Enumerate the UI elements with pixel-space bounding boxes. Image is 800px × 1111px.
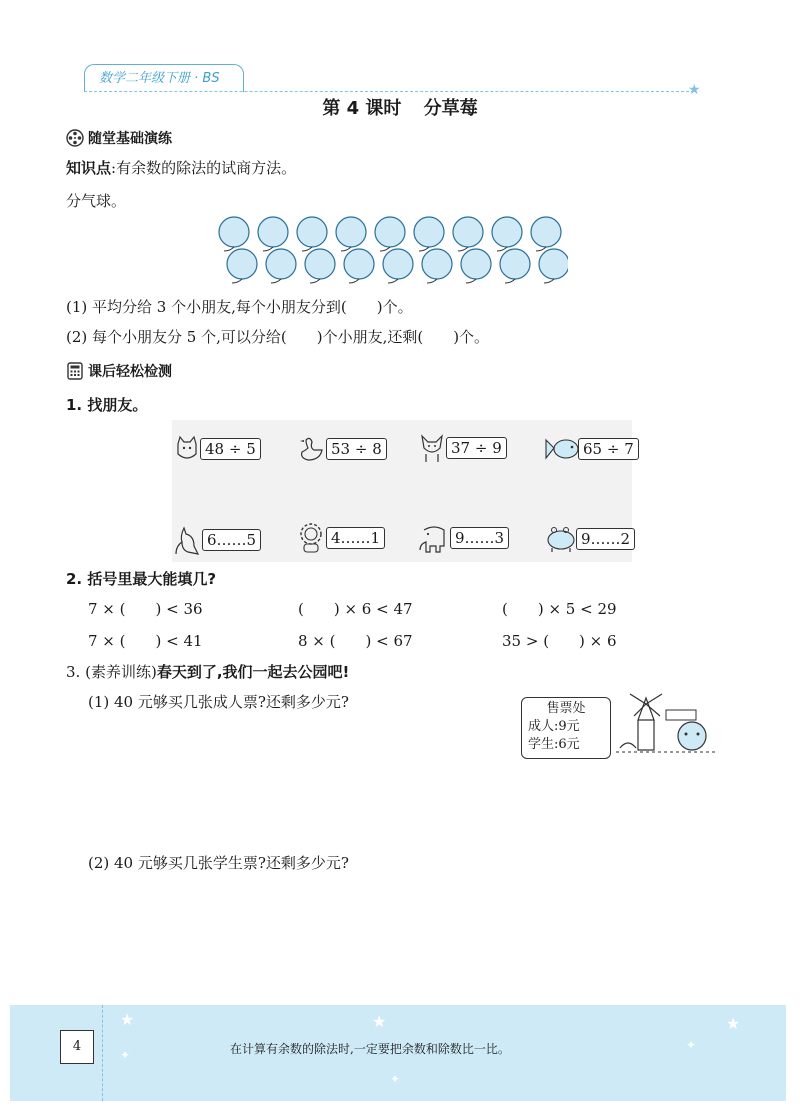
balloon-string: [427, 279, 437, 283]
balloon: [305, 249, 335, 279]
star-icon: ★: [372, 1012, 387, 1031]
footer-tip: 在计算有余数的除法时,一定要把余数和除数比一比。: [230, 1042, 510, 1056]
balloon-prompt: 分气球。: [66, 192, 127, 210]
balloon-string: [302, 247, 312, 251]
expression-box: 9……3: [450, 527, 509, 549]
elephant-icon: [418, 522, 450, 554]
expression-box: 9……2: [576, 528, 635, 550]
problem-1-title: 1. 找朋友。: [66, 396, 148, 414]
lesson-name: 分草莓: [423, 98, 478, 119]
balloon-string: [380, 247, 390, 251]
balloon-string: [341, 247, 351, 251]
balloon: [258, 217, 288, 247]
match-card-top[interactable]: [544, 434, 639, 464]
section-heading-text: 随堂基础演练: [88, 131, 172, 147]
book-label: 数学二年级下册 · BS: [84, 64, 244, 92]
problem-3-q2: (2) 40 元够买几张学生票?还剩多少元?: [88, 854, 349, 872]
match-card-bottom[interactable]: [296, 522, 385, 554]
problem-3-tag: (素养训练): [85, 663, 157, 681]
balloon-string: [544, 279, 554, 283]
knowledge-text: :有余数的除法的试商方法。: [111, 159, 297, 177]
calculator-icon: [66, 362, 84, 380]
ticket-student-price: 学生:6元: [528, 737, 580, 752]
expression-box: 4……1: [326, 527, 385, 549]
kangaroo-icon: [174, 524, 202, 556]
section-heading-text: 课后轻松检测: [88, 364, 172, 380]
expression-box: 48 ÷ 5: [200, 438, 261, 460]
balloon-string: [232, 279, 242, 283]
fish-icon: [544, 434, 578, 464]
balloon-string: [466, 279, 476, 283]
swan-icon: [296, 434, 326, 464]
expression-box: 37 ÷ 9: [446, 437, 507, 459]
balloon: [375, 217, 405, 247]
balloon: [461, 249, 491, 279]
balloon: [266, 249, 296, 279]
page-number: 4: [60, 1030, 94, 1064]
balloon: [531, 217, 561, 247]
header-divider: [84, 91, 694, 92]
inequality: ( ) × 5 < 29: [502, 600, 617, 618]
star-icon: ✦: [120, 1048, 131, 1062]
lion-icon: [296, 522, 326, 554]
inequality: 8 × ( ) < 67: [298, 632, 413, 650]
ticket-adult-price: 成人:9元: [528, 719, 580, 734]
expression-box: 53 ÷ 8: [326, 438, 387, 460]
balloon: [219, 217, 249, 247]
inequality: 35 > ( ) × 6: [502, 632, 617, 650]
balloon-string: [349, 279, 359, 283]
match-card-bottom[interactable]: [418, 522, 509, 554]
problem-3-title: [66, 661, 349, 682]
balloon: [383, 249, 413, 279]
park-illustration-icon: [616, 690, 716, 760]
balloon-string: [271, 279, 281, 283]
ticket-title: 售票处: [546, 701, 586, 716]
expression-box: 6……5: [202, 529, 261, 551]
balloon-string: [419, 247, 429, 251]
balloon: [344, 249, 374, 279]
question-1-1: (1) 平均分给 3 个小朋友,每个小朋友分到( )个。: [66, 298, 413, 316]
page-title: [0, 94, 800, 120]
balloon-string: [497, 247, 507, 251]
balloon: [453, 217, 483, 247]
balloon-string: [310, 279, 320, 283]
question-1-2: (2) 每个小朋友分 5 个,可以分给( )个小朋友,还剩( )个。: [66, 328, 490, 346]
inequality: 7 × ( ) < 36: [88, 600, 203, 618]
balloon: [414, 217, 444, 247]
match-card-top[interactable]: [174, 434, 261, 464]
star-icon: ✦: [390, 1072, 401, 1086]
problem-2-title: 2. 括号里最大能填几?: [66, 570, 217, 588]
balloon-string: [505, 279, 515, 283]
fox-icon: [418, 432, 446, 464]
footer-divider: [102, 1005, 103, 1101]
section-heading-practice: [66, 128, 172, 148]
balloon-string: [263, 247, 273, 251]
match-card-bottom[interactable]: [174, 524, 261, 556]
balloons-illustration: [212, 212, 568, 288]
inequality: 7 × ( ) < 41: [88, 632, 203, 650]
balloon: [492, 217, 522, 247]
inequality: ( ) × 6 < 47: [298, 600, 413, 618]
balloon-string: [536, 247, 546, 251]
star-icon: ✦: [686, 1038, 697, 1052]
cat-icon: [174, 434, 200, 464]
section-heading-check: [66, 361, 172, 381]
film-reel-icon: [66, 129, 84, 147]
problem-3-number: 3.: [66, 663, 81, 681]
balloon-string: [458, 247, 468, 251]
balloon: [422, 249, 452, 279]
hippo-icon: [544, 524, 576, 554]
problem-3-q1: (1) 40 元够买几张成人票?还剩多少元?: [88, 693, 349, 711]
balloon: [336, 217, 366, 247]
balloon: [539, 249, 568, 279]
star-icon: ★: [120, 1010, 135, 1029]
balloon-string: [224, 247, 234, 251]
balloon: [227, 249, 257, 279]
lesson-number: 第 4 课时: [322, 98, 402, 119]
balloon-string: [388, 279, 398, 283]
problem-3-heading: 春天到了,我们一起去公园吧!: [156, 663, 350, 681]
knowledge-label: 知识点: [66, 159, 112, 177]
match-card-bottom[interactable]: [544, 524, 635, 554]
expression-box: 65 ÷ 7: [578, 438, 639, 460]
match-card-top[interactable]: [296, 434, 387, 464]
balloon: [500, 249, 530, 279]
balloon: [297, 217, 327, 247]
star-icon: ★: [688, 82, 701, 98]
ticket-board: [521, 697, 611, 759]
star-icon: ★: [726, 1014, 741, 1033]
knowledge-point: [66, 157, 296, 178]
match-card-top[interactable]: [418, 432, 507, 464]
